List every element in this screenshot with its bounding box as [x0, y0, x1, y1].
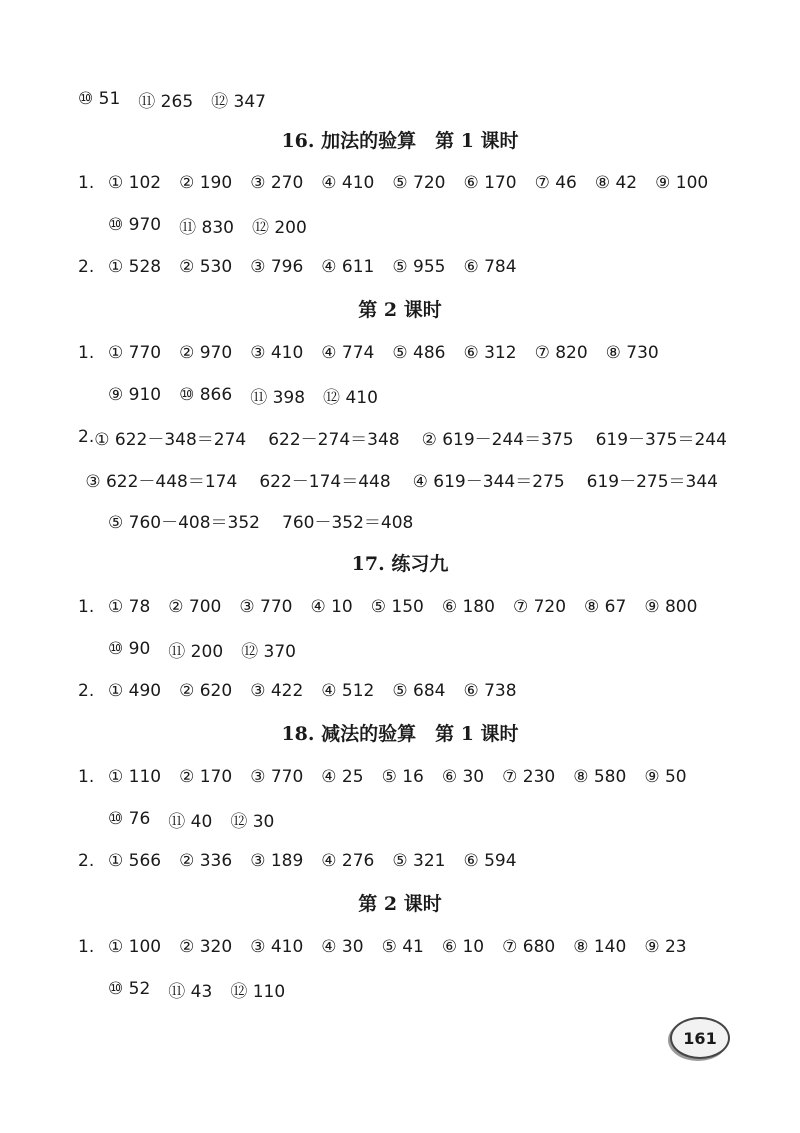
answer-line: [78, 506, 740, 534]
section-heading: 16. 加法的验算 第 1 课时: [281, 130, 519, 152]
answer-item: ⑩ 76: [108, 809, 151, 829]
answer-item: ⑩ 866: [179, 385, 233, 405]
answer-item: ③ 770: [250, 767, 304, 787]
answer-item: ⑧ 730: [605, 343, 659, 363]
answer-item: ⑧ 42: [594, 173, 638, 193]
answer-item: ① 100: [108, 937, 162, 957]
answer-item: ⑧ 67: [584, 597, 627, 617]
question-number: 2.: [78, 427, 95, 447]
answer-item: ⑧ 580: [573, 767, 627, 787]
section-heading: 第 2 课时: [358, 893, 442, 915]
answer-item: ② 336: [179, 851, 233, 871]
answer-item: ⑦ 46: [534, 173, 577, 193]
answer-item: ② 619－244＝375: [421, 429, 574, 450]
answer-item: ④ 774: [321, 343, 375, 363]
answer-item: ③ 770: [239, 597, 293, 617]
answer-item: ⑥ 170: [463, 173, 517, 193]
answer-item: ⑩ 51: [78, 89, 121, 109]
answer-item: ② 530: [179, 257, 233, 277]
answer-item: ④ 512: [321, 681, 375, 701]
answer-item: ⑥ 30: [441, 767, 485, 787]
answer-item: ⑤ 720: [392, 173, 446, 193]
answer-item: ⑪ 200: [168, 641, 224, 662]
answer-item: 622－174＝448: [259, 471, 391, 492]
answer-item: ② 320: [179, 937, 233, 957]
question-number: 2.: [78, 851, 95, 871]
answer-item: ⑦ 680: [502, 937, 556, 957]
answer-line: [78, 381, 740, 409]
answer-item: ① 528: [108, 257, 162, 277]
answer-line: [78, 635, 740, 663]
answer-item: ④ 25: [321, 767, 364, 787]
answer-item: ⑤ 486: [392, 343, 446, 363]
answer-item: ⑫ 347: [211, 91, 266, 112]
answer-item: 619－375＝244: [595, 429, 727, 450]
answer-item: 619－275＝344: [586, 471, 718, 492]
answer-item: ⑫ 110: [230, 981, 286, 1002]
answer-item: ③ 622－448＝174: [85, 471, 238, 492]
answer-item: ② 970: [179, 343, 233, 363]
answer-item: ④ 611: [321, 257, 375, 277]
answer-line: [78, 85, 740, 113]
page-number-badge: [670, 1017, 730, 1059]
answer-item: ⑤ 150: [370, 597, 424, 617]
section-heading: 17. 练习九: [351, 553, 449, 575]
answer-item: ③ 270: [250, 173, 304, 193]
answer-item: ⑦ 820: [534, 343, 588, 363]
answer-item: ⑤ 760－408＝352: [108, 512, 260, 533]
answer-item: ⑩ 970: [108, 215, 162, 235]
answer-line: [78, 677, 740, 705]
answer-item: ⑦ 720: [512, 597, 567, 617]
answer-line: [78, 593, 740, 621]
answer-line: [78, 933, 740, 961]
answer-line: [78, 253, 740, 281]
answer-item: ③ 189: [250, 851, 304, 871]
answer-item: ① 770: [108, 343, 162, 363]
answer-item: ④ 30: [321, 937, 364, 957]
answer-item: ⑨ 23: [644, 937, 687, 957]
answer-line: [78, 763, 740, 791]
question-number: 1.: [78, 937, 95, 957]
answer-line: [78, 805, 740, 833]
answer-item: ④ 410: [321, 173, 375, 193]
answer-item: ④ 276: [321, 851, 375, 871]
question-number: 1.: [78, 767, 95, 787]
answer-item: ⑫ 370: [241, 641, 296, 662]
answer-line: [78, 339, 740, 367]
answer-item: ⑤ 321: [392, 851, 446, 871]
question-number: 2.: [78, 681, 95, 701]
answer-item: ⑦ 230: [502, 767, 556, 787]
answer-item: ⑥ 10: [441, 937, 485, 957]
answer-item: ④ 619－344＝275: [412, 471, 565, 492]
answer-item: ⑧ 140: [573, 937, 627, 957]
answer-item: ⑪ 40: [168, 811, 213, 832]
answer-line: [78, 169, 740, 197]
answer-item: ⑨ 800: [644, 597, 698, 617]
answer-item: ⑪ 830: [179, 217, 234, 238]
answer-item: ⑤ 955: [392, 257, 446, 277]
answer-item: ① 622－348＝274: [94, 429, 247, 450]
answer-item: ⑫ 200: [251, 217, 307, 238]
answer-item: ⑤ 41: [381, 937, 424, 957]
answer-item: ⑥ 738: [463, 681, 517, 701]
answer-item: ① 102: [108, 173, 162, 193]
answer-item: ⑫ 30: [230, 811, 275, 832]
answer-item: ⑨ 910: [108, 385, 162, 405]
answer-item: ⑥ 180: [441, 597, 495, 617]
answer-item: ③ 410: [250, 343, 304, 363]
answer-item: ② 620: [179, 681, 233, 701]
answer-item: ② 190: [179, 173, 233, 193]
answer-line: [78, 847, 740, 875]
answer-item: ① 490: [108, 681, 162, 701]
answer-item: ⑩ 90: [108, 639, 151, 659]
section-heading: 18. 减法的验算 第 1 课时: [281, 723, 519, 745]
answer-item: ⑥ 784: [463, 257, 517, 277]
answer-item: ⑥ 312: [463, 343, 517, 363]
answer-item: ⑪ 398: [250, 387, 306, 408]
answer-item: 622－274＝348: [268, 429, 400, 450]
question-number: 2.: [78, 257, 95, 277]
answer-item: ① 110: [108, 767, 162, 787]
answer-item: ⑫ 410: [323, 387, 378, 408]
answer-item: ⑤ 684: [392, 681, 446, 701]
answer-item: ⑩ 52: [108, 979, 151, 999]
answer-line: [78, 211, 740, 239]
question-number: 1.: [78, 343, 95, 363]
answer-line: [78, 975, 740, 1003]
answer-item: ③ 410: [250, 937, 304, 957]
answer-item: ⑨ 50: [644, 767, 687, 787]
answer-item: ③ 796: [250, 257, 304, 277]
answer-line: [78, 423, 740, 451]
answer-item: ② 700: [168, 597, 222, 617]
answer-item: ⑪ 43: [168, 981, 213, 1002]
answer-item: ⑤ 16: [381, 767, 424, 787]
question-number: 1.: [78, 597, 95, 617]
answer-item: ② 170: [179, 767, 233, 787]
answer-item: ③ 422: [250, 681, 304, 701]
question-number: 1.: [78, 173, 95, 193]
answer-item: 760－352＝408: [282, 512, 414, 533]
answer-item: ④ 10: [310, 597, 353, 617]
answer-item: ① 78: [108, 597, 151, 617]
answer-line: [78, 465, 740, 493]
answer-item: ① 566: [108, 851, 162, 871]
answer-item: ⑪ 265: [138, 91, 194, 112]
answer-item: ⑥ 594: [463, 851, 517, 871]
section-heading: 第 2 课时: [358, 299, 442, 321]
answer-item: ⑨ 100: [655, 173, 709, 193]
page-number: 161: [683, 1028, 717, 1048]
